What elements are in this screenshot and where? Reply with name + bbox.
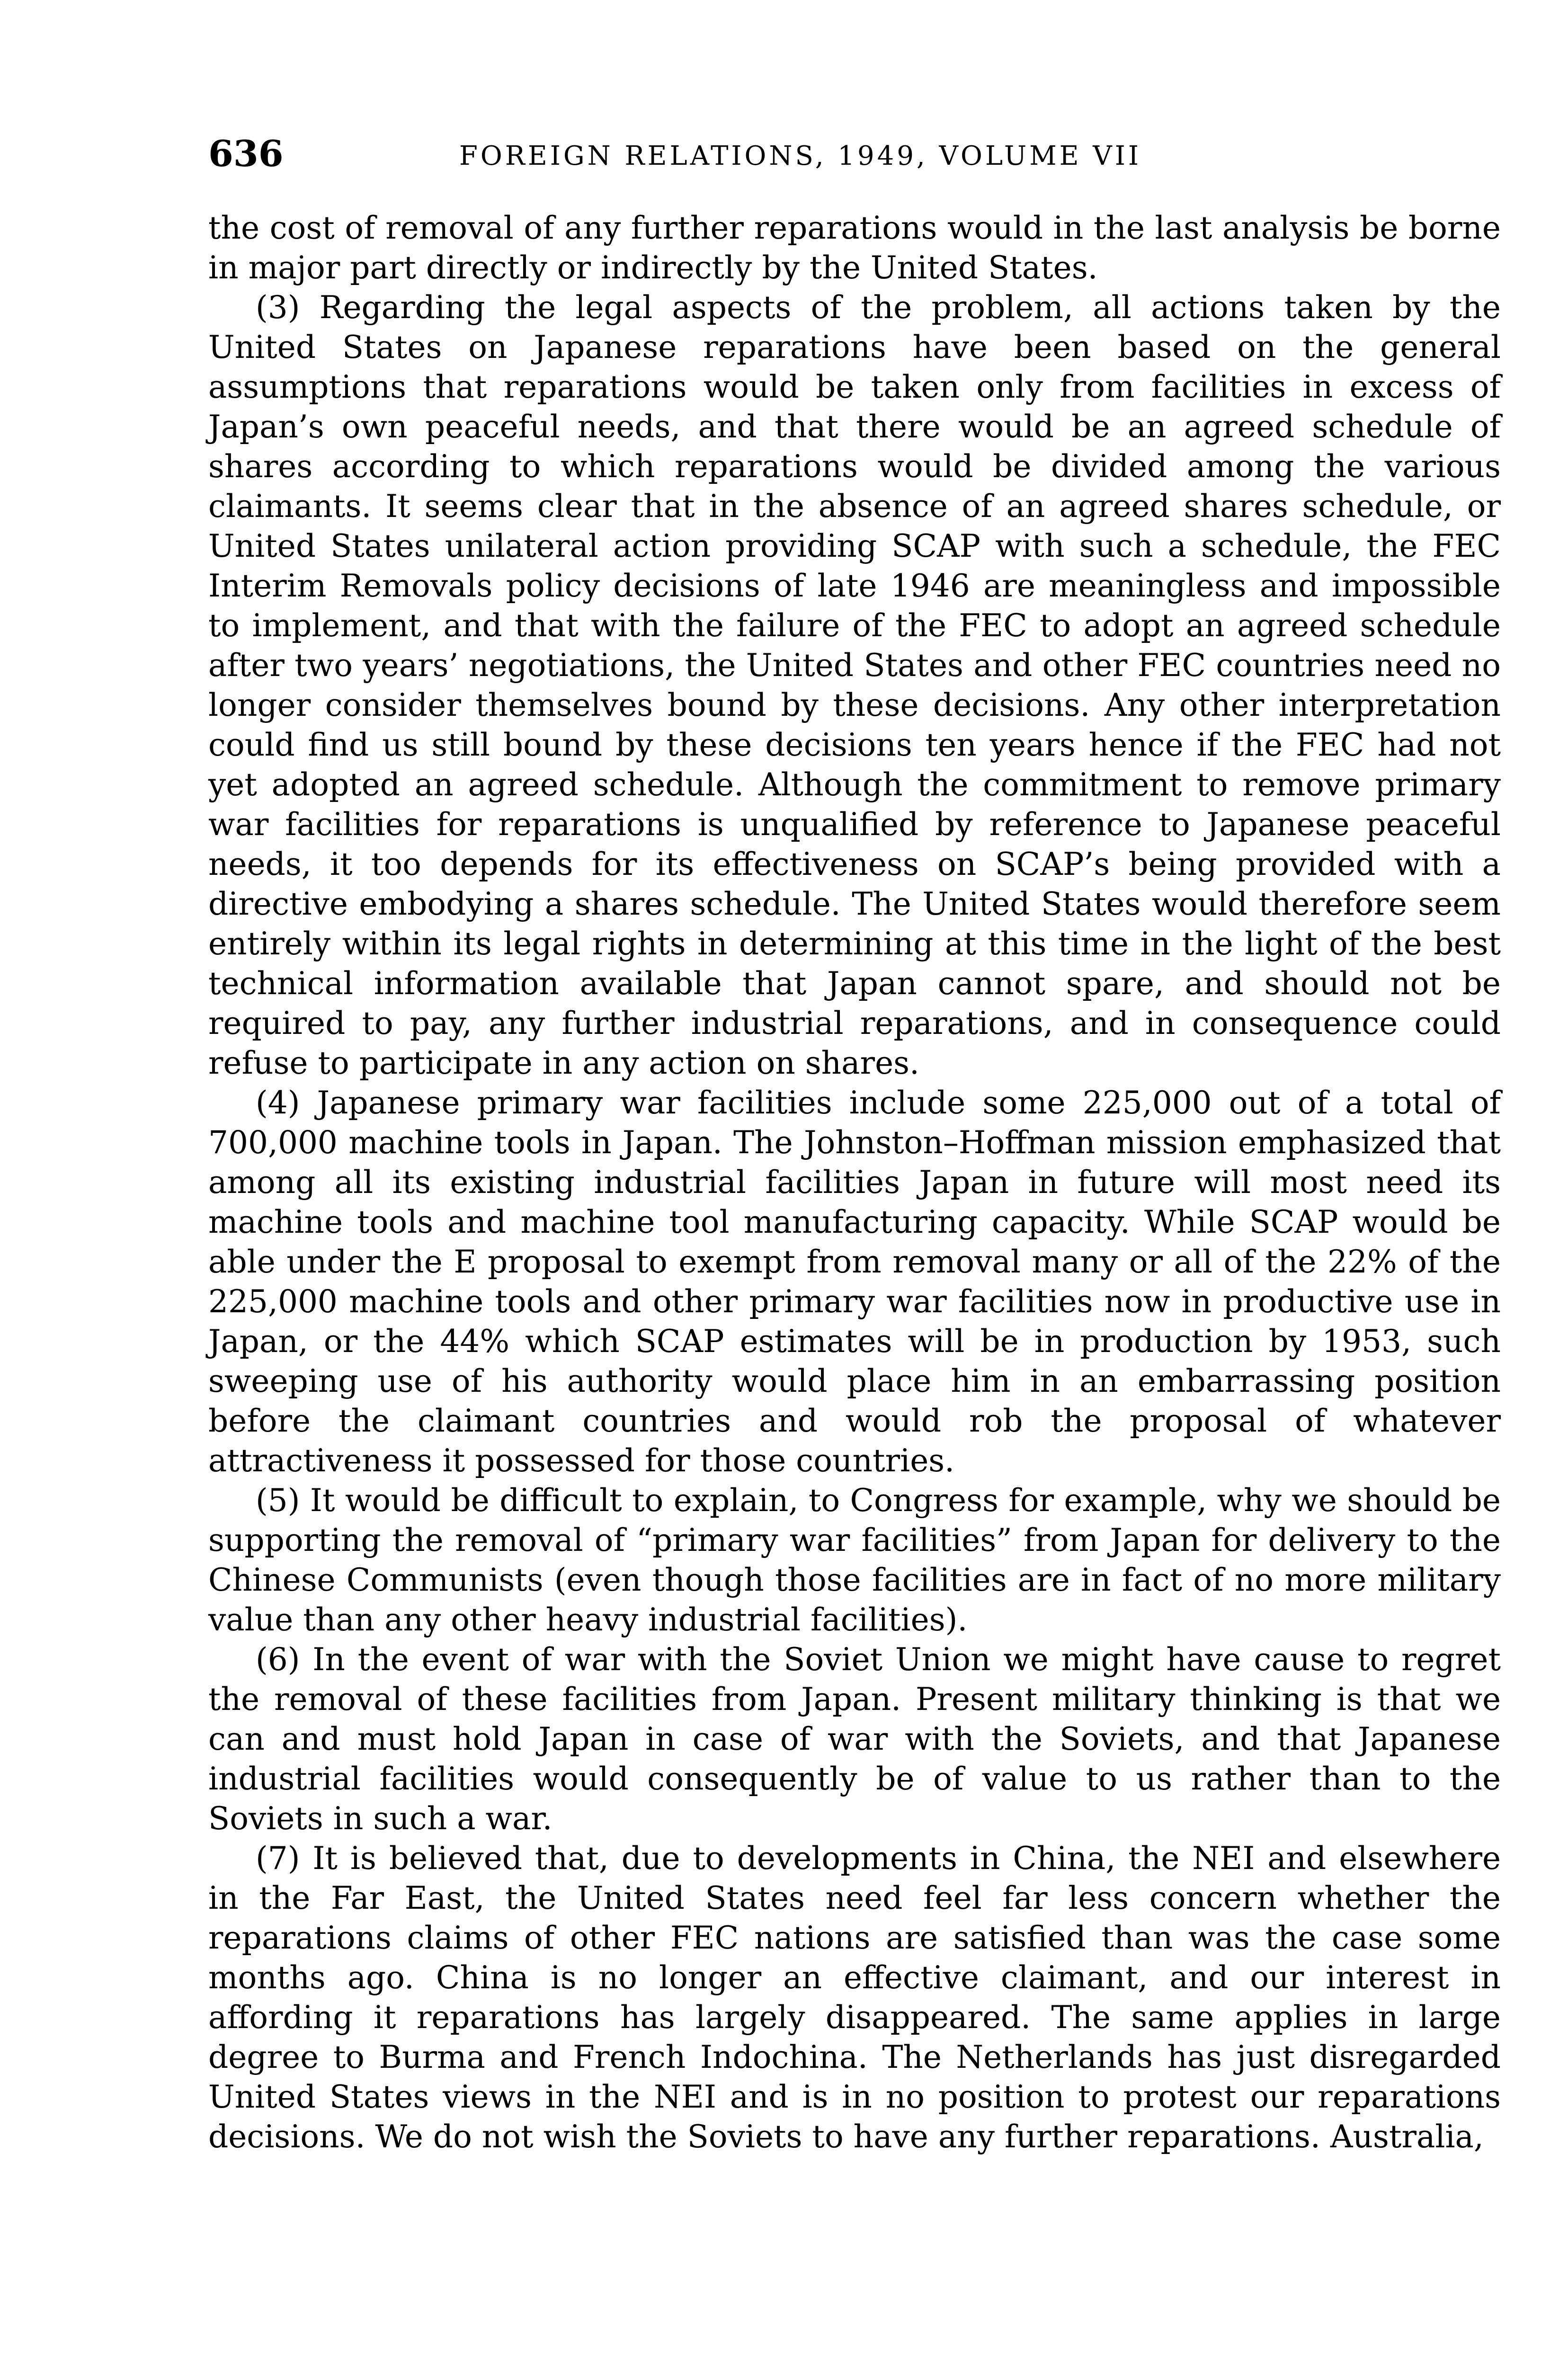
paragraph-3-legal-aspects: (3) Regarding the legal aspects of the problem, all actions taken by the United States on Japanese reparations have been based on the general assumptions that reparations would be taken only from facilities in excess of Japan’s own peaceful needs, and that there would be an agreed schedule of shares according to which reparations would be divided among the various claimants. It seems clear that in the absence of an agreed shares schedule, or United States unilateral action providing SCAP with such a schedule, the FEC Interim Removals policy decisions of late 1946 are meaningless and impossible to implement, and that with the failure of the FEC to adopt an agreed schedule after two years’ negotiations, the United States and other FEC countries need no longer consider themselves bound by these decisions. Any other interpretation could find us still bound by these decisions ten years hence if the FEC had not yet adopted an agreed schedule. Although the commitment to remove primary war facilities for reparations is unqualified by reference to Japanese peaceful needs, it too depends for its effectiveness on SCAP’s being provided with a directive embodying a shares schedule. The United States would therefore seem entirely within its legal rights in determining at this time in the light of the best technical information available that Japan cannot spare, and should not be required to pay, any further industrial reparations, and in consequence could refuse to participate in any action on shares. [208, 289, 1501, 1081]
paragraph-5-congress: (5) It would be difficult to explain, to Congress for example, why we should be supporting the removal of “primary war facilities” from Japan for delivery to the Chinese Communists (even though those facilities are in fact of no more military value than any other heavy industrial facilities). [208, 1482, 1501, 1638]
paragraph-continuation: the cost of removal of any further reparations would in the last analysis be borne in major part directly or indirectly by the United States. [208, 210, 1501, 286]
body-text [208, 208, 1501, 2157]
running-title: FOREIGN RELATIONS, 1949, VOLUME VII [459, 141, 1141, 171]
running-head [208, 128, 1501, 180]
paragraph-4-machine-tools: (4) Japanese primary war facilities include some 225,000 out of a total of 700,000 machine tools in Japan. The Johnston–Hoffman mission emphasized that among all its existing industrial facilities Japan in future will most need its machine tools and machine tool manufacturing capacity. While SCAP would be able under the E proposal to exempt from removal many or all of the 22% of the 225,000 machine tools and other primary war facilities now in productive use in Japan, or the 44% which SCAP estimates will be in production by 1953, such sweeping use of his authority would place him in an embarrassing position before the claimant countries and would rob the proposal of whatever attractiveness it possessed for those countries. [208, 1085, 1501, 1479]
paragraph-7-far-east: (7) It is believed that, due to developments in China, the NEI and elsewhere in the Far East, the United States need feel far less concern whether the reparations claims of other FEC nations are satisfied than was the case some months ago. China is no longer an effective claimant, and our interest in affording it reparations has largely disappeared. The same applies in large degree to Burma and French Indochina. The Netherlands has just disregarded United States views in the NEI and is in no position to protest our reparations decisions. We do not wish the Soviets to have any further reparations. Australia, [208, 1840, 1501, 2155]
page-number: 636 [208, 133, 284, 175]
paragraph-6-soviet-war: (6) In the event of war with the Soviet Union we might have cause to regret the removal of these facilities from Japan. Present military thinking is that we can and must hold Japan in case of war with the Soviets, and that Japanese industrial facilities would consequently be of value to us rather than to the Soviets in such a war. [208, 1641, 1501, 1837]
